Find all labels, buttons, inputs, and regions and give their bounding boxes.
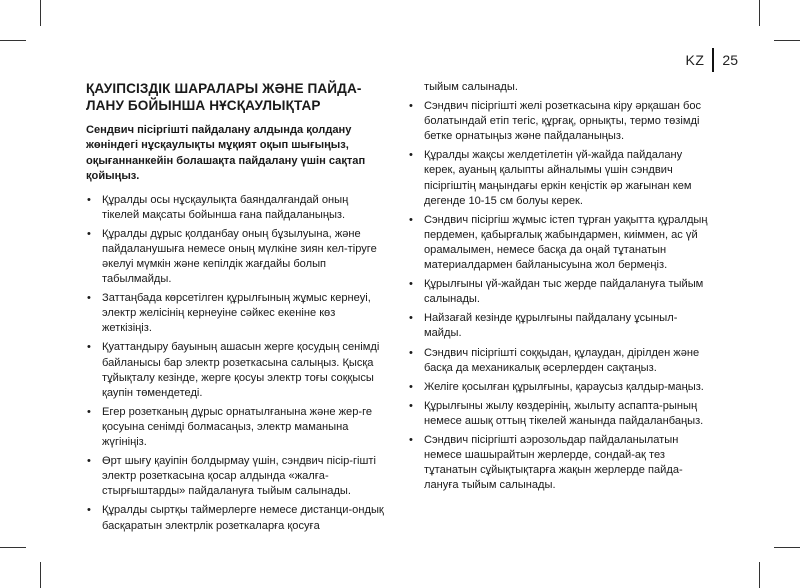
crop-mark <box>774 547 800 548</box>
crop-mark <box>774 40 800 41</box>
list-item: • Құрылғыны жылу көздерінің, жылыту аспапта-рының немесе ашық оттың тікелей жанында пайдаланбаңыз. <box>409 399 704 427</box>
bullet: • <box>409 380 413 393</box>
crop-mark <box>0 40 26 41</box>
list-item: • Сэндвич пісіргіш жұмыс істеп тұрған уақытта құралдың пердемен, қабырғалық жабындармен, киіммен, ас үй орамалымен, немесе басқа да оңай тұтанатын материалдармен байланысуына жол бермеңіз. <box>409 213 708 272</box>
list-item: • Құралды жақсы желдетілетін үй-жайда пайдалану керек, ауаның қалыпты айналымы үшін сэндвич пісіргіштің маңындағы еркін кеңістік әр жағынан кем дегенде 10-15 см болуы керек. <box>409 149 692 207</box>
crop-mark <box>40 0 41 26</box>
bullet: • <box>87 341 91 354</box>
crop-mark <box>40 562 41 588</box>
crop-mark <box>0 547 26 548</box>
list-item: • Қуаттандыру бауының ашасын жерге қосудың сенімді байланысы бар электр розеткасына салыңыз. Қысқа тұйықталу кезінде, жерге қосуы электр тоғы соққысы қаупін төмендетеді. <box>87 341 380 399</box>
page-header <box>686 48 738 72</box>
page-number: 25 <box>722 52 738 68</box>
list-item: • Найзағай кезінде құрылғыны пайдалану ұсыныл-майды. <box>409 312 678 340</box>
list-item: • Сэндвич пісіргішті соққыдан, құлаудан, дірілден және басқа да механикалық әсерлерден сақтаңыз. <box>409 346 700 374</box>
bullet: • <box>87 193 91 206</box>
bullet: • <box>87 504 91 517</box>
list-item: • Құрылғыны үй-жайдан тыс жерде пайдалануға тыйым салынады. <box>409 278 704 306</box>
list-item-continuation: тыйым салынады. <box>424 81 518 93</box>
crop-mark <box>759 0 760 26</box>
list-item: • Желіге қосылған құрылғыны, қараусыз қалдыр-маңыз. <box>408 380 714 395</box>
right-column <box>408 80 714 497</box>
bullet: • <box>409 346 413 359</box>
bullet: • <box>409 433 413 446</box>
list-item: • Егер розетканың дұрыс орнатылғанына және жер-ге қосуына сенімді болмасаңыз, электр маманына жүгініңіз. <box>87 405 373 449</box>
language-code: KZ <box>685 52 705 68</box>
bullet: • <box>409 278 413 291</box>
bullet: • <box>87 405 91 418</box>
list-item: • Өрт шығу қауіпін болдырмау үшін, сэндвич пісір-гішті электр розеткасына қосар алдында «жалға-стырғыштарды» пайдалануға тыйым салынады. <box>87 455 376 498</box>
left-column <box>86 80 386 538</box>
list-item: • Сэндвич пісіргішті желі розеткасына кіру әрқашан бос болатындай етіп тегіс, құрғақ, орнықты, термо төзімді бетке орнатыңыз және пайдаланыңыз. <box>409 100 702 143</box>
bullet: • <box>409 312 413 325</box>
safety-list-left <box>86 193 386 534</box>
safety-list-right <box>408 99 714 493</box>
bullet: • <box>409 213 413 226</box>
list-item: • Сэндвич пісіргішті аэрозольдар пайдаланылатын немесе шашырайтын жерлерде, сондай-ақ тез тұтанатын сұйықтықтарға жақын жерлерде пайда-лануға тыйым салынады. <box>409 433 683 492</box>
section-title: ҚАУІПСІЗДІК ШАРАЛАРЫ ЖӘНЕ ПАЙДА- ЛАНУ БОЙЫНША НҰСҚАУЛЫҚТАР <box>86 81 362 113</box>
intro-paragraph: Сендвич пісіргішті пайдалану алдында қолдану жөніндегі нұсқаулықты мұқият оқып шығыңыз, оқығаннанкейін болашақта пайдалану үшін сақтап қойыңыз. <box>86 124 366 183</box>
list-item: • Құралды сыртқы таймерлерге немесе дистанци-ондық басқаратын электрлік розеткаларға қосуға <box>87 504 384 532</box>
bullet: • <box>409 100 413 113</box>
bullet: • <box>87 292 91 305</box>
bullet: • <box>87 227 91 240</box>
list-item: • Құралды осы нұсқаулықта баяндалғандай оның тікелей мақсаты бойынша ғана пайдаланыңыз. <box>87 193 349 221</box>
bullet: • <box>409 149 413 162</box>
crop-mark <box>759 562 760 588</box>
list-item: • Құралды дұрыс қолданбау оның бұзылуына, және пайдаланушыға немесе оның мүлкіне зиян кел-тіруге әкелуі мүмкін және кепілдік жағдайы болып табылмайды. <box>87 227 377 286</box>
list-item: • Заттаңбада көрсетілген құрылғының жұмыс кернеуі, электр желісінің кернеуіне сәйкес екеніне көз жеткізіңіз. <box>87 292 371 335</box>
bullet: • <box>87 455 91 468</box>
header-divider <box>712 48 714 72</box>
bullet: • <box>409 399 413 412</box>
